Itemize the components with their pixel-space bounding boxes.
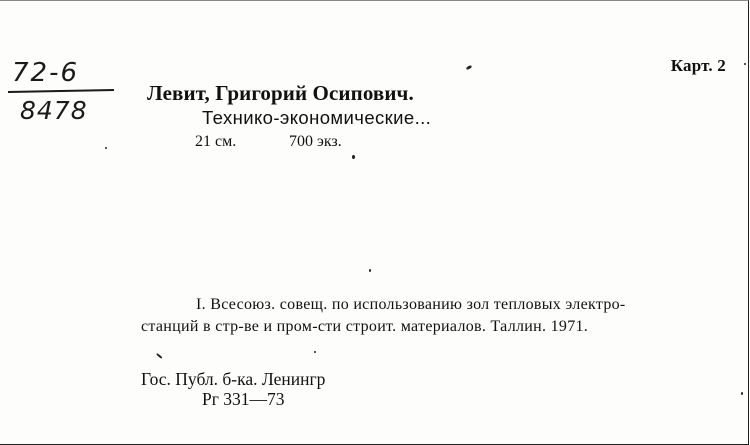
series-note-line-2: станций в стр-ве и пром-сти строит. материалов. Таллин. 1971. bbox=[141, 318, 589, 335]
size-text: 21 см. bbox=[195, 133, 237, 150]
series-note bbox=[141, 294, 726, 338]
ink-speck bbox=[741, 392, 743, 395]
series-note-line-1: I. Всесоюз. совещ. по использованию зол тепловых электро- bbox=[196, 296, 626, 313]
ink-speck bbox=[314, 351, 316, 353]
shelfmark-drawing bbox=[6, 53, 118, 127]
library-name: Гос. Публ. б-ка. Ленингр bbox=[141, 369, 326, 389]
ink-speck bbox=[744, 63, 746, 65]
shelfmark-handwritten bbox=[6, 53, 118, 127]
shelfmark-top: 72-6 bbox=[12, 58, 80, 88]
ink-speck bbox=[156, 353, 162, 359]
copies-text: 700 экз. bbox=[289, 133, 342, 150]
holding-library bbox=[141, 369, 325, 409]
shelfmark-bottom: 8478 bbox=[20, 96, 88, 125]
title-text: Технико-экономические... bbox=[202, 107, 432, 128]
record-number: Рг 331—73 bbox=[202, 389, 285, 409]
card-number: Карт. 2 bbox=[670, 56, 726, 75]
ink-speck bbox=[369, 269, 371, 272]
shelfmark-divider bbox=[8, 90, 114, 92]
ink-speck bbox=[352, 155, 355, 159]
ink-speck bbox=[105, 147, 107, 149]
ink-speck bbox=[466, 65, 473, 71]
author-heading: Левит, Григорий Осипович. bbox=[147, 81, 414, 105]
